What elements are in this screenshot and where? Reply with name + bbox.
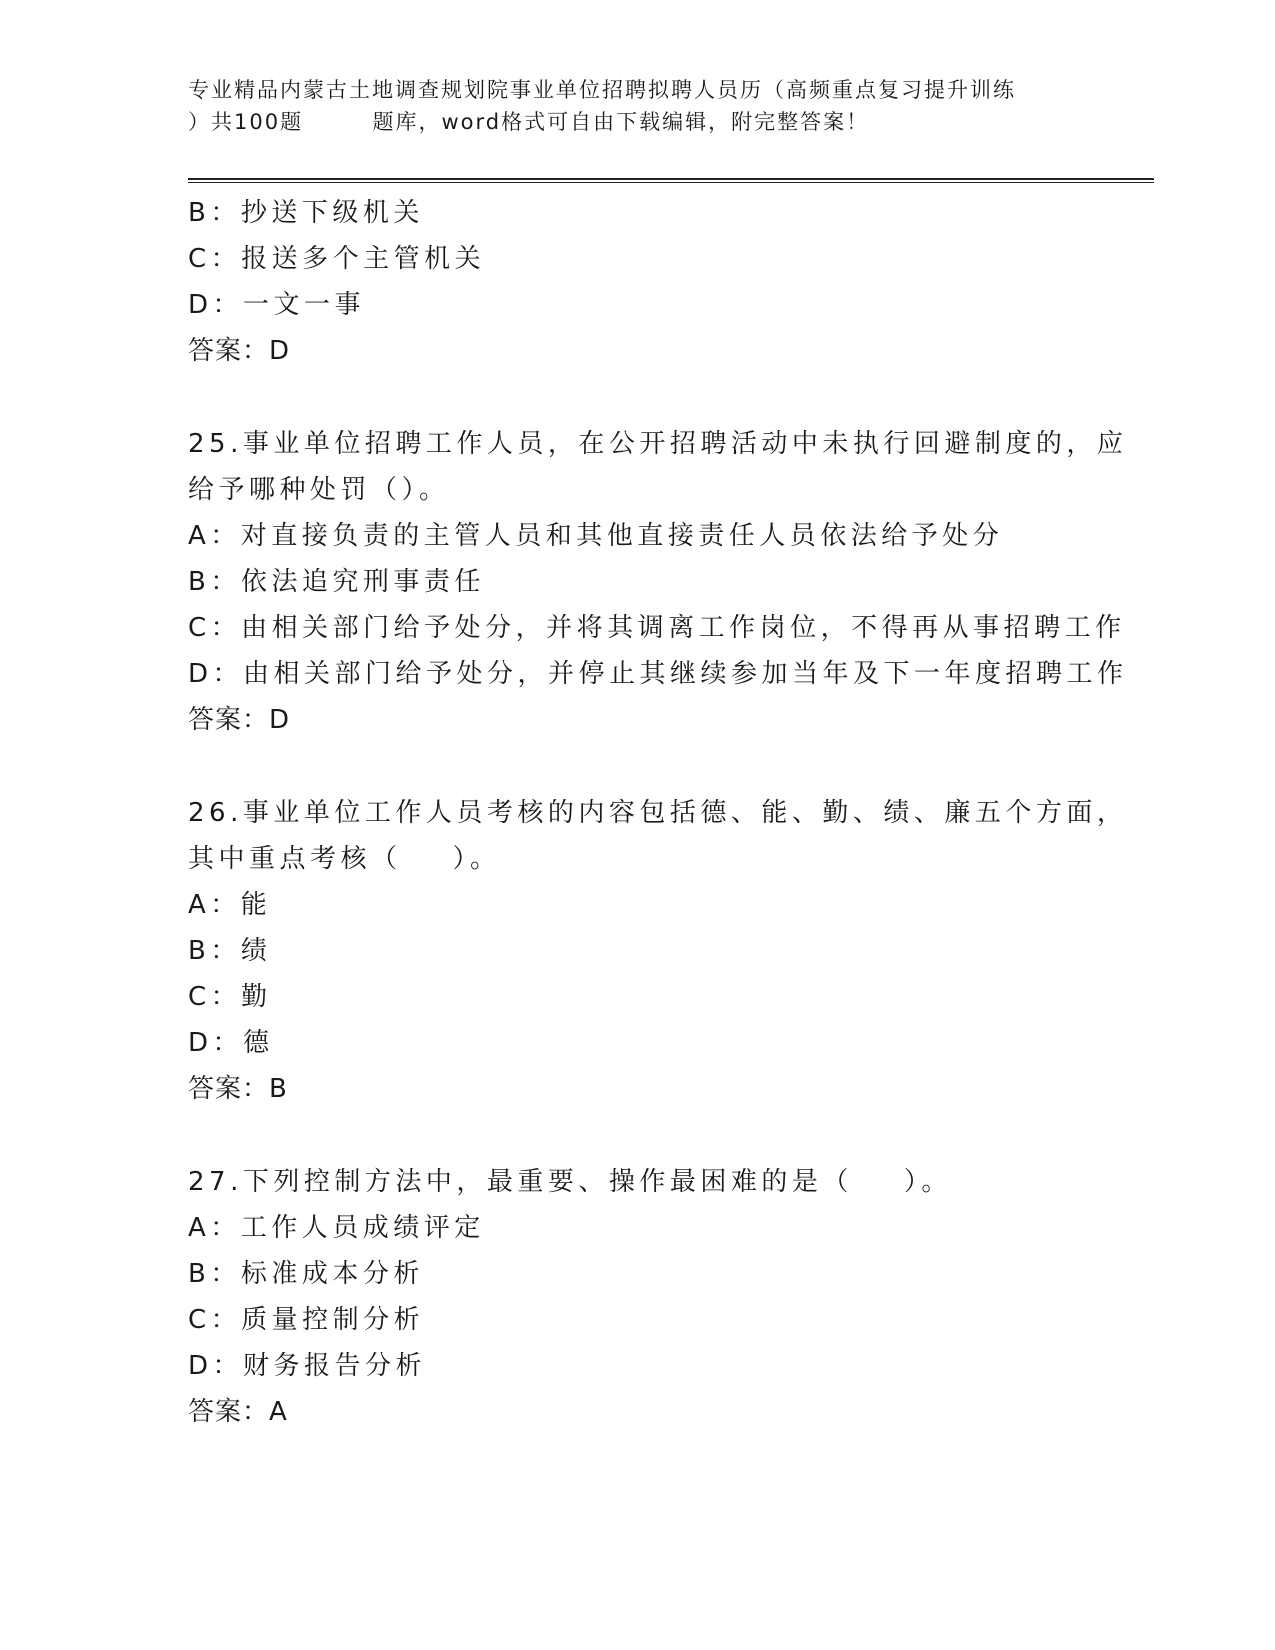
header-divider-thick [188, 178, 1154, 180]
header-line-2: ）共100题 题库，word格式可自由下载编辑，附完整答案！ [188, 110, 870, 134]
answer-line [188, 328, 1154, 374]
answer-label: 答案： [188, 1397, 270, 1427]
option-b: B：标准成本分析 [188, 1259, 424, 1289]
question-stem-continued: 给予哪种处罚（）。 [188, 475, 450, 505]
option-d: D：由相关部门给予处分，并停止其继续参加当年及下一年度招聘工作 [188, 659, 1128, 689]
answer-value: D [269, 705, 290, 735]
option-b: B：抄送下级机关 [188, 198, 424, 228]
document-header [188, 74, 1118, 138]
question-stem-continued: 其中重点考核（ ）。 [188, 844, 501, 874]
answer-line [188, 1389, 1154, 1435]
option-a: A：工作人员成绩评定 [188, 1213, 485, 1243]
question-26 [188, 790, 1154, 1112]
question-27 [188, 1159, 1154, 1435]
option-c: C：勤 [188, 982, 272, 1012]
option-d: D：德 [188, 1028, 274, 1058]
header-divider-thin [188, 182, 1154, 183]
answer-line [188, 697, 1154, 743]
option-a: A：能 [188, 890, 272, 920]
answer-value: B [269, 1074, 287, 1104]
answer-label: 答案： [188, 336, 270, 366]
option-b: B：绩 [188, 936, 272, 966]
question-stem: 27.下列控制方法中，最重要、操作最困难的是（ ）。 [188, 1167, 952, 1197]
answer-value: A [269, 1397, 287, 1427]
question-stem: 25.事业单位招聘工作人员，在公开招聘活动中未执行回避制度的，应 [188, 429, 1128, 459]
answer-label: 答案： [188, 705, 270, 735]
option-d: D：财务报告分析 [188, 1351, 427, 1381]
question-stem: 26.事业单位工作人员考核的内容包括德、能、勤、绩、廉五个方面， [188, 798, 1128, 828]
option-a: A：对直接负责的主管人员和其他直接责任人员依法给予处分 [188, 521, 1004, 551]
spacer [188, 743, 1154, 790]
option-c: C：报送多个主管机关 [188, 244, 486, 274]
header-line-1: 专业精品内蒙古土地调查规划院事业单位招聘拟聘人员历（高频重点复习提升训练 [188, 78, 1016, 102]
question-list [188, 190, 1154, 1435]
answer-line [188, 1066, 1154, 1112]
spacer [188, 1112, 1154, 1159]
option-b: B：依法追究刑事责任 [188, 567, 485, 597]
option-d: D：一文一事 [188, 290, 366, 320]
answer-value: D [269, 336, 290, 366]
answer-label: 答案： [188, 1074, 270, 1104]
spacer [188, 374, 1154, 421]
option-c: C：由相关部门给予处分，并将其调离工作岗位，不得再从事招聘工作 [188, 613, 1126, 643]
option-c: C：质量控制分析 [188, 1305, 425, 1335]
question-25 [188, 421, 1154, 743]
continued-question [188, 190, 1154, 374]
